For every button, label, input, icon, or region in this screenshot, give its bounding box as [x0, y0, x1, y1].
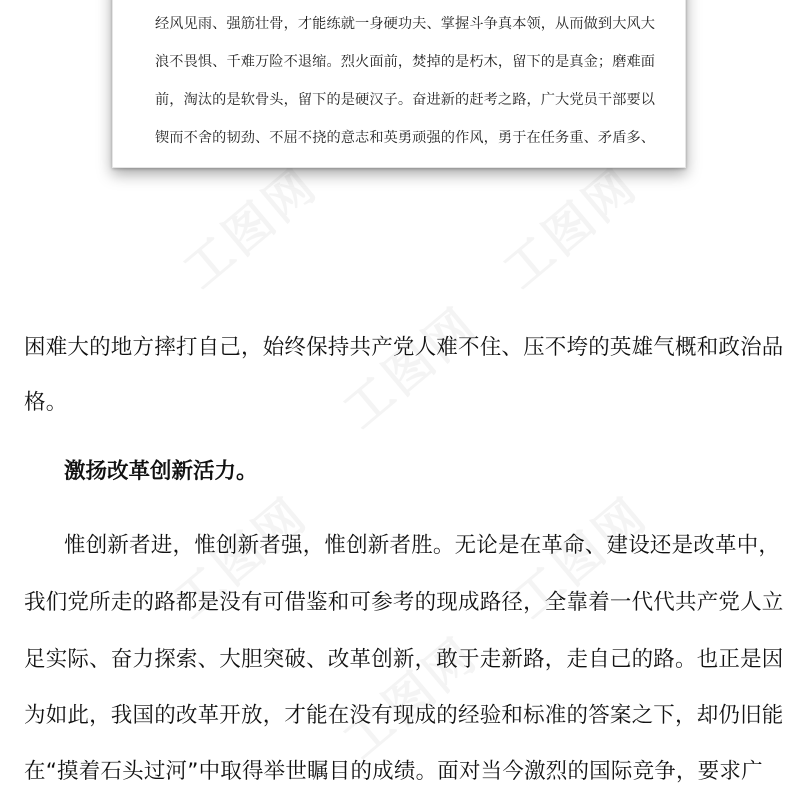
card-text-line: 经风见雨、强筋壮骨，才能练就一身硬功夫、掌握斗争真本领，从而做到大风大	[155, 16, 656, 32]
watermark: 工图网	[493, 156, 649, 300]
watermark: 工图网	[333, 626, 489, 770]
paragraph-line: 为如此，我国的改革开放，才能在没有现成的经验和标准的答案之下，却仍旧能	[24, 703, 784, 728]
section-heading: 激扬改革创新活力。	[64, 459, 258, 484]
paragraph-line: 在“摸着石头过河”中取得举世瞩目的成绩。面对当今激烈的国际竞争，要求广	[24, 759, 763, 784]
watermark: 工图网	[503, 486, 659, 630]
card-text-line: 浪不畏惧、千难万险不退缩。烈火面前，焚掉的是朽木，留下的是真金；磨难面	[155, 54, 656, 70]
watermark: 工图网	[173, 156, 329, 300]
paragraph-line: 格。	[24, 390, 68, 415]
paragraph-line: 惟创新者进，惟创新者强，惟创新者胜。无论是在革命、建设还是改革中，	[64, 533, 781, 558]
paragraph-line: 足实际、奋力探索、大胆突破、改革创新，敢于走新路，走自己的路。也正是因	[24, 647, 784, 672]
card-text-line: 锲而不舍的韧劲、不屈不挠的意志和英勇顽强的作风，勇于在任务重、矛盾多、	[155, 130, 656, 146]
paragraph-line: 困难大的地方摔打自己，始终保持共产党人难不住、压不垮的英雄气概和政治品	[24, 335, 784, 360]
watermark: 工图网	[163, 486, 319, 630]
card-text-line: 前，淘汰的是软骨头，留下的是硬汉子。奋进新的赶考之路，广大党员干部要以	[155, 92, 656, 108]
paragraph-line: 我们党所走的路都是没有可借鉴和可参考的现成路径，全靠着一代代共产党人立	[24, 590, 784, 615]
watermark: 工图网	[333, 296, 489, 440]
